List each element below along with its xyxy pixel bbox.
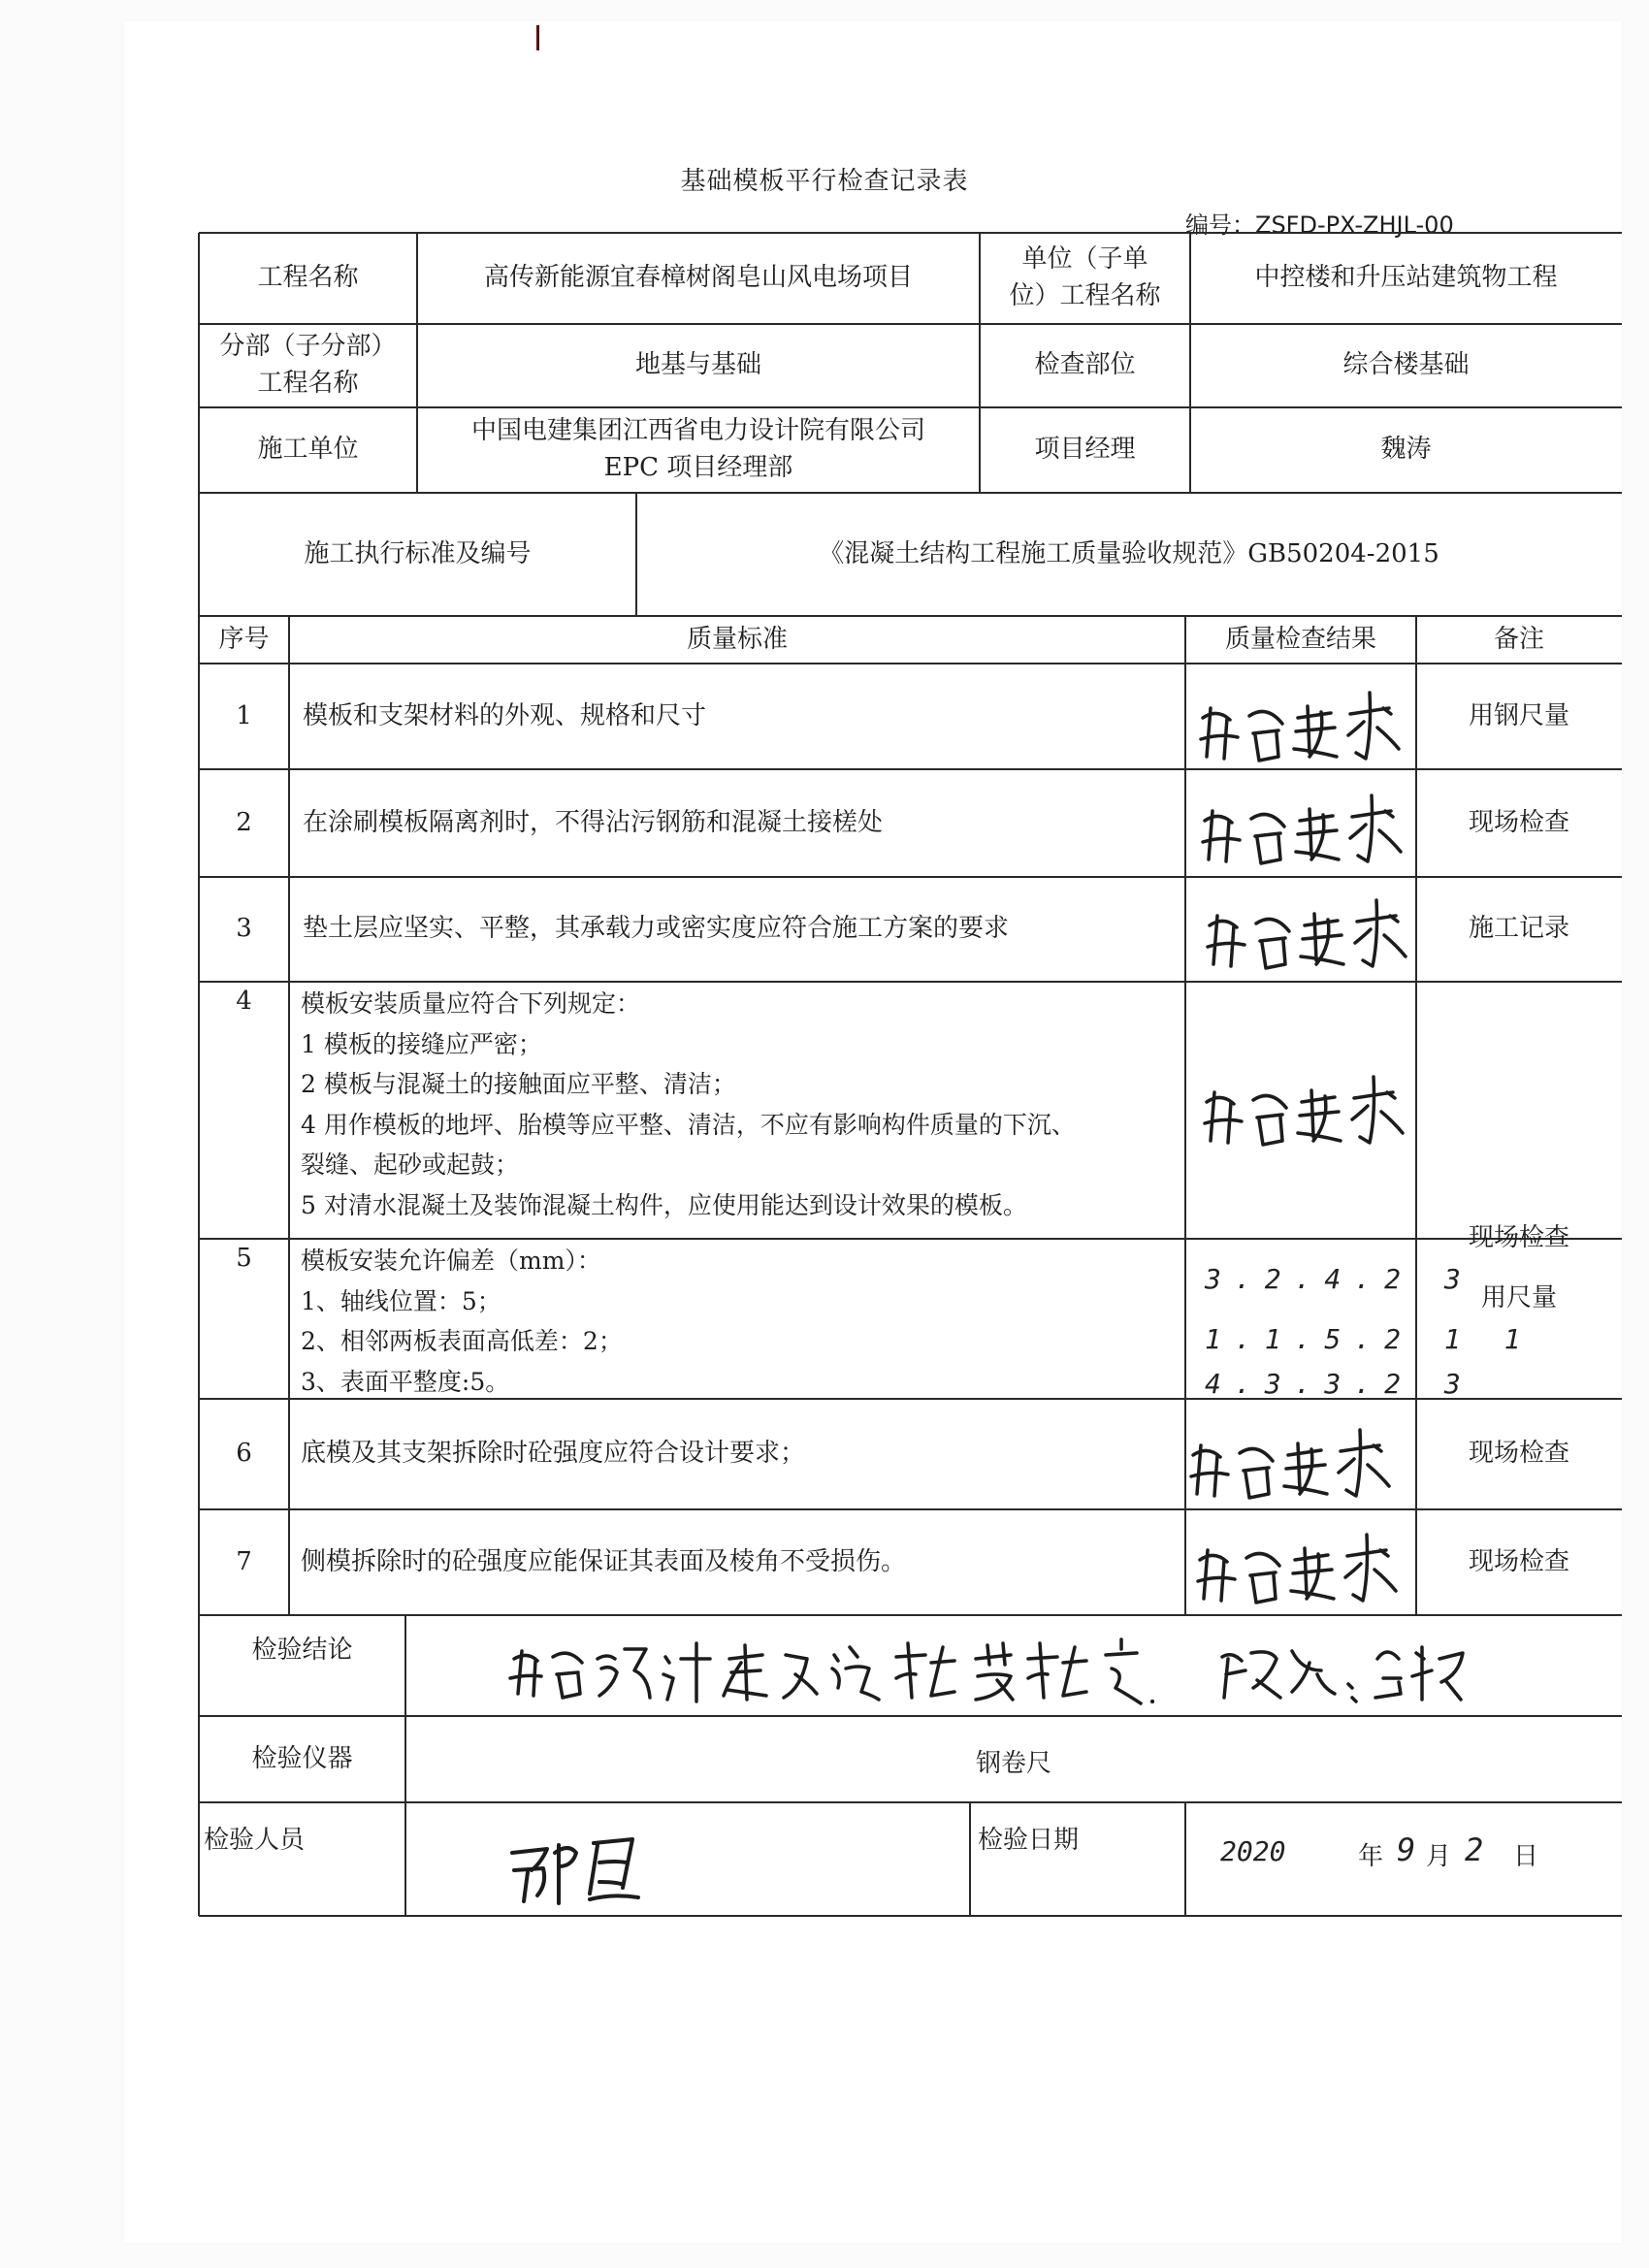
row-5-line: 模板安装允许偏差（mm）： [301,1247,601,1275]
division-label: 分部（子分部）工程名称 [219,332,397,398]
row-6-standard: 底模及其支架拆除时砼强度应符合设计要求； [301,1439,806,1469]
date-month-unit: 月 [1426,1842,1452,1871]
row-5-remark: 用尺量 [1480,1283,1557,1313]
unit-value: 中控楼和升压站建筑物工程 [1254,263,1558,293]
row-4-line: 裂缝、起砂或起鼓； [301,1150,520,1179]
row-4-line: 1 模板的接缝应严密； [301,1029,542,1058]
date-label: 检验日期 [978,1826,1080,1856]
col-header-no: 序号 [218,624,270,654]
row-5-result-line-3: 4.3.3.2 3 [1205,1368,1474,1400]
row-4-remark: 现场检查 [1468,1223,1569,1253]
row-7-standard: 侧模拆除时的砼强度应能保证其表面及棱角不受损伤。 [301,1546,907,1576]
row-3-remark: 施工记录 [1468,914,1569,944]
instrument-label: 检验仪器 [251,1743,353,1773]
date-day: 2 [1465,1831,1484,1868]
row-1-remark: 用钢尺量 [1468,700,1569,730]
col-header-remark: 备注 [1493,624,1544,654]
row-1-standard: 模板和支架材料的外观、规格和尺寸 [303,700,707,730]
conclusion-label: 检验结论 [251,1636,353,1666]
inspector-label: 检验人员 [204,1826,306,1856]
document-title: 基础模板平行检查记录表 [680,167,969,196]
project-name-label: 工程名称 [257,263,359,293]
standard-value: 《混凝土结构工程施工质量验收规范》GB50204-2015 [819,538,1439,568]
row-5-result-line-1: 3.2.4.2 3 [1205,1263,1474,1295]
date-day-unit: 日 [1513,1842,1539,1871]
row-3-standard: 垫土层应坚实、平整，其承载力或密实度应符合施工方案的要求 [303,914,1010,944]
contractor-label: 施工单位 [257,435,359,465]
row-5-line: 3、表面平整度:5。 [301,1367,510,1396]
date-month: 9 [1397,1831,1416,1868]
row-6-remark: 现场检查 [1468,1439,1569,1469]
row-4-line: 4 用作模板的地坪、胎模等应平整、清洁，不应有影响构件质量的下沉、 [301,1110,1076,1139]
row-1-no: 1 [236,700,252,730]
top-mark [536,25,539,50]
date-year: 2020 [1220,1835,1286,1867]
instrument-value: 钢卷尺 [975,1748,1051,1778]
pm-value: 魏涛 [1380,435,1432,465]
row-6-no: 6 [236,1439,252,1469]
row-2-remark: 现场检查 [1468,807,1569,837]
row-4-standard [301,984,1179,1225]
row-2-standard: 在涂刷模板隔离剂时，不得沾污钢筋和混凝土接槎处 [303,807,884,837]
row-7-remark: 现场检查 [1468,1546,1569,1576]
row-4-line: 5 对清水混凝土及装饰混凝土构件，应使用能达到设计效果的模板。 [301,1190,1027,1219]
standard-label: 施工执行标准及编号 [304,538,532,568]
col-header-result: 质量检查结果 [1224,624,1376,654]
division-value: 地基与基础 [634,350,761,380]
row-5-result-line-2: 1.1.5.2 1 1 [1205,1323,1535,1355]
row-2-no: 2 [236,807,252,837]
row-5-line: 2、相邻两板表面高低差：2； [301,1327,623,1355]
row-5-line: 1、轴线位置：5； [301,1286,501,1315]
date-year-unit: 年 [1358,1842,1384,1871]
row-4-line: 2 模板与混凝土的接触面应平整、清洁； [301,1070,736,1098]
check-location-label: 检查部位 [1034,350,1136,380]
row-5-standard [301,1241,1179,1402]
contractor-line-2: EPC 项目经理部 [603,453,793,482]
unit-label: 单位（子单位）工程名称 [1009,244,1161,310]
document-code: 编号：ZSFD-PX-ZHJL-00 [1185,211,1454,239]
col-header-standard: 质量标准 [686,624,788,654]
row-4-no: 4 [236,987,252,1016]
contractor-value [417,407,980,493]
project-name-value: 高传新能源宜春樟树阁皂山风电场项目 [483,263,913,293]
row-5-no: 5 [236,1244,252,1273]
row-4-line: 模板安装质量应符合下列规定： [301,989,641,1018]
row-3-no: 3 [236,914,252,944]
row-7-no: 7 [236,1546,252,1576]
pm-label: 项目经理 [1034,435,1136,465]
check-location-value: 综合楼基础 [1342,350,1470,380]
contractor-line-1: 中国电建集团江西省电力设计院有限公司 [470,416,925,446]
